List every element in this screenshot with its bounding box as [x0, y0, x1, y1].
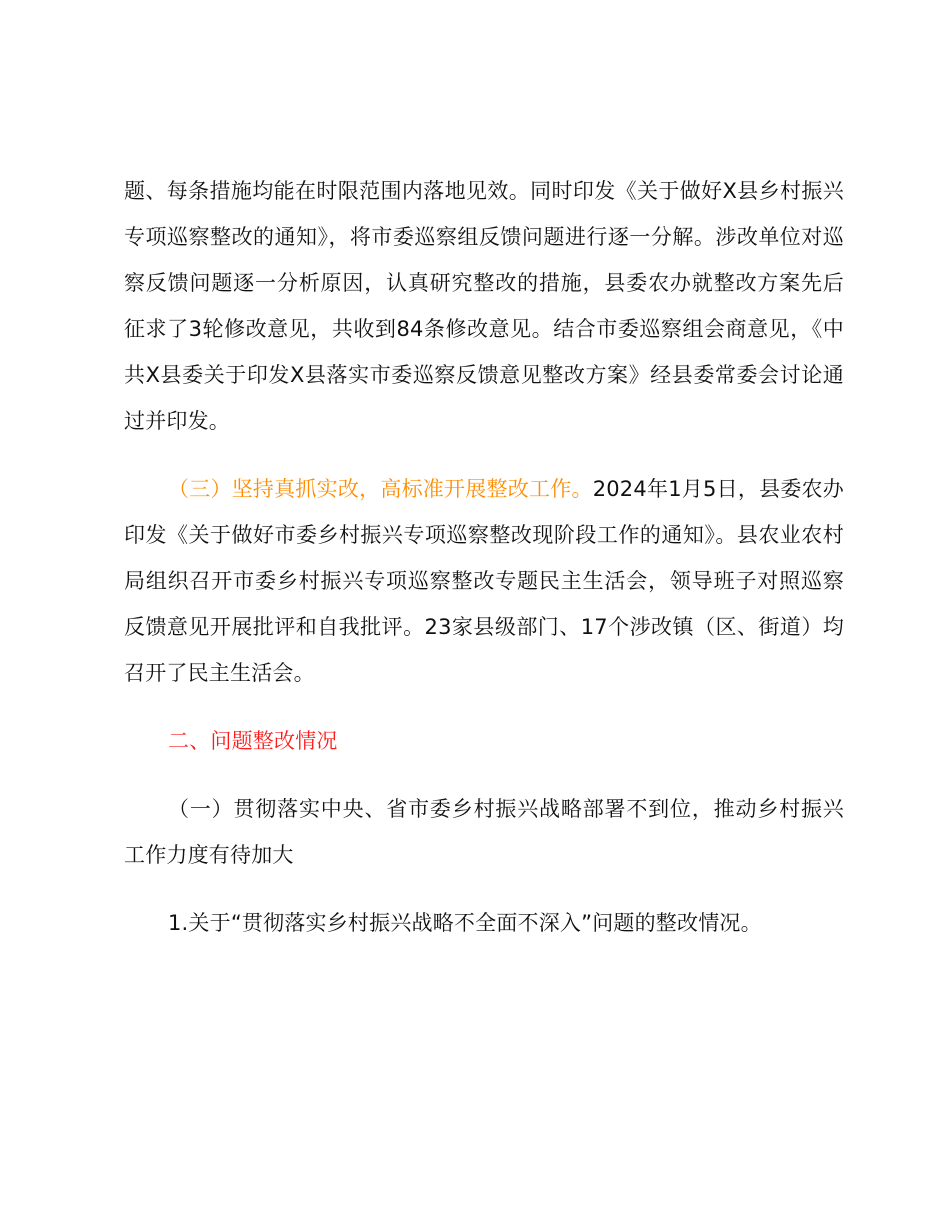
document-body	[124, 168, 844, 946]
subheading-three: （三）坚持真抓实改，高标准开展整改工作。	[168, 477, 593, 501]
section-title-text: 二、问题整改情况	[168, 729, 338, 753]
paragraph-subsection-one	[124, 786, 844, 878]
paragraph-text: 1.关于“贯彻落实乡村振兴战略不全面不深入”问题的整改情况。	[168, 911, 762, 935]
paragraph-text: （一）贯彻落实中央、省市委乡村振兴战略部署不到位，推动乡村振兴工作力度有待加大	[124, 797, 844, 867]
paragraph-rectification-work	[124, 466, 844, 696]
paragraph-text: 2024年1月5日，县委农办印发《关于做好市委乡村振兴专项巡察整改现阶段工作的通知》。县农业农村局组织召开市委乡村振兴专项巡察整改专题民主生活会，领导班子对照巡察反馈意见开展批评和自我批评。23家县级部门、17个涉改镇（区、街道）均召开了民主生活会。	[124, 477, 844, 685]
paragraph-item-one	[124, 900, 844, 946]
paragraph-rectification-plan	[124, 168, 844, 444]
section-title-problem-rectification	[124, 718, 844, 764]
paragraph-text: 题、每条措施均能在时限范围内落地见效。同时印发《关于做好X县乡村振兴专项巡察整改的通知》，将市委巡察组反馈问题进行逐一分解。涉改单位对巡察反馈问题逐一分析原因，认真研究整改的措施，县委农办就整改方案先后征求了3轮修改意见，共收到84条修改意见。结合市委巡察组会商意见，《中共X县委关于印发X县落实市委巡察反馈意见整改方案》经县委常委会讨论通过并印发。	[124, 179, 844, 433]
